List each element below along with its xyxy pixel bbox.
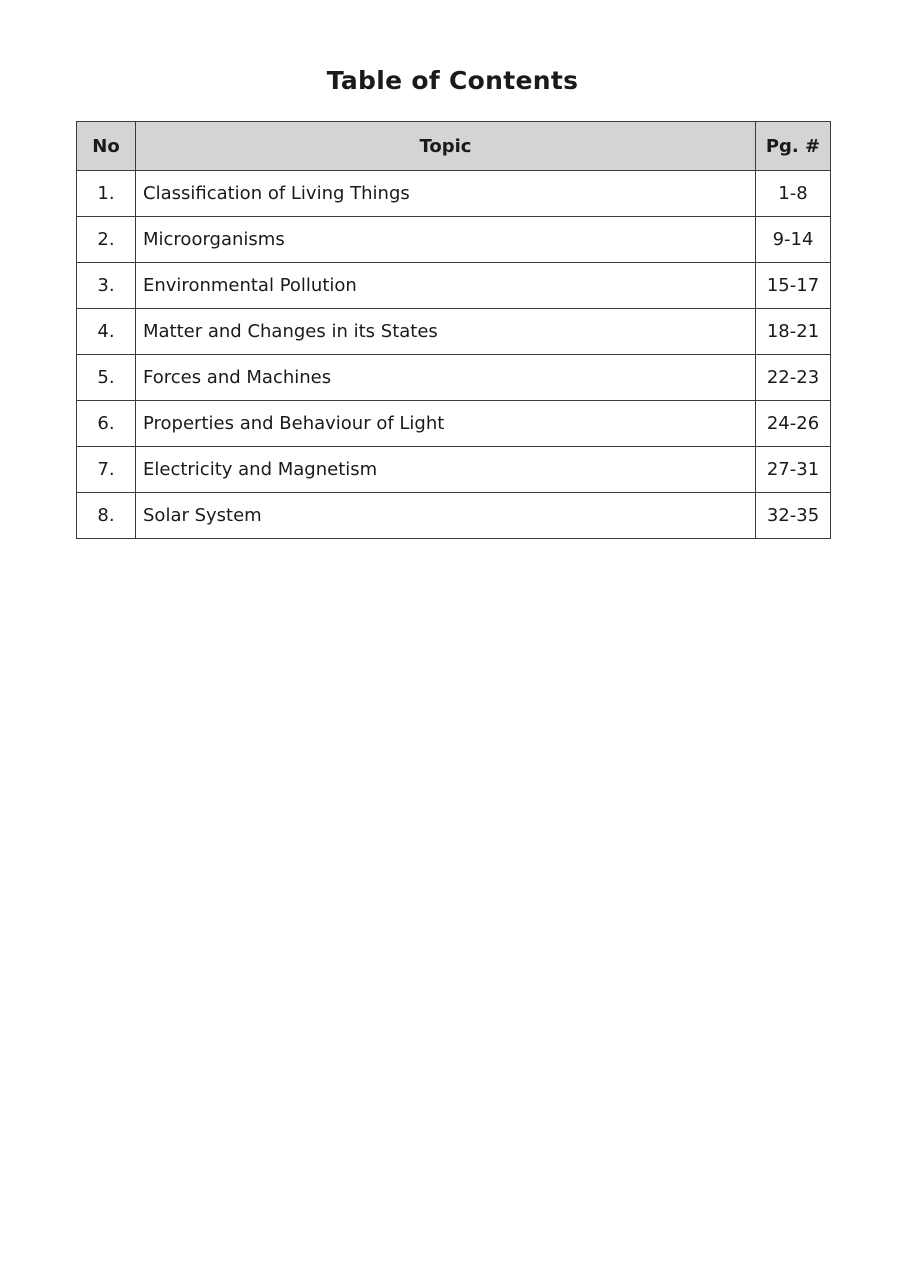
table-row [77,493,831,539]
row-number: 6. [77,401,136,447]
row-pages: 24-26 [756,401,831,447]
row-topic: Forces and Machines [136,355,756,401]
row-topic: Matter and Changes in its States [136,309,756,355]
row-number: 3. [77,263,136,309]
row-number: 1. [77,171,136,217]
row-pages: 22-23 [756,355,831,401]
row-number: 8. [77,493,136,539]
table-row [77,447,831,493]
row-pages: 18-21 [756,309,831,355]
row-number: 4. [77,309,136,355]
table-row [77,217,831,263]
contents-table [76,121,831,539]
row-pages: 15-17 [756,263,831,309]
table-body [77,171,831,539]
header-row [77,122,831,171]
row-pages: 32-35 [756,493,831,539]
row-topic: Electricity and Magnetism [136,447,756,493]
row-topic: Solar System [136,493,756,539]
row-number: 5. [77,355,136,401]
page-title: Table of Contents [326,66,579,95]
row-topic: Environmental Pollution [136,263,756,309]
row-topic: Microorganisms [136,217,756,263]
table-row [77,171,831,217]
header-topic: Topic [136,122,756,171]
table-header [77,122,831,171]
header-page: Pg. # [756,122,831,171]
row-topic: Classification of Living Things [136,171,756,217]
table-row [77,355,831,401]
header-no: No [77,122,136,171]
table-row [77,309,831,355]
table-row [77,263,831,309]
row-pages: 9-14 [756,217,831,263]
row-pages: 1-8 [756,171,831,217]
table-row [77,401,831,447]
row-pages: 27-31 [756,447,831,493]
row-number: 7. [77,447,136,493]
row-topic: Properties and Behaviour of Light [136,401,756,447]
row-number: 2. [77,217,136,263]
